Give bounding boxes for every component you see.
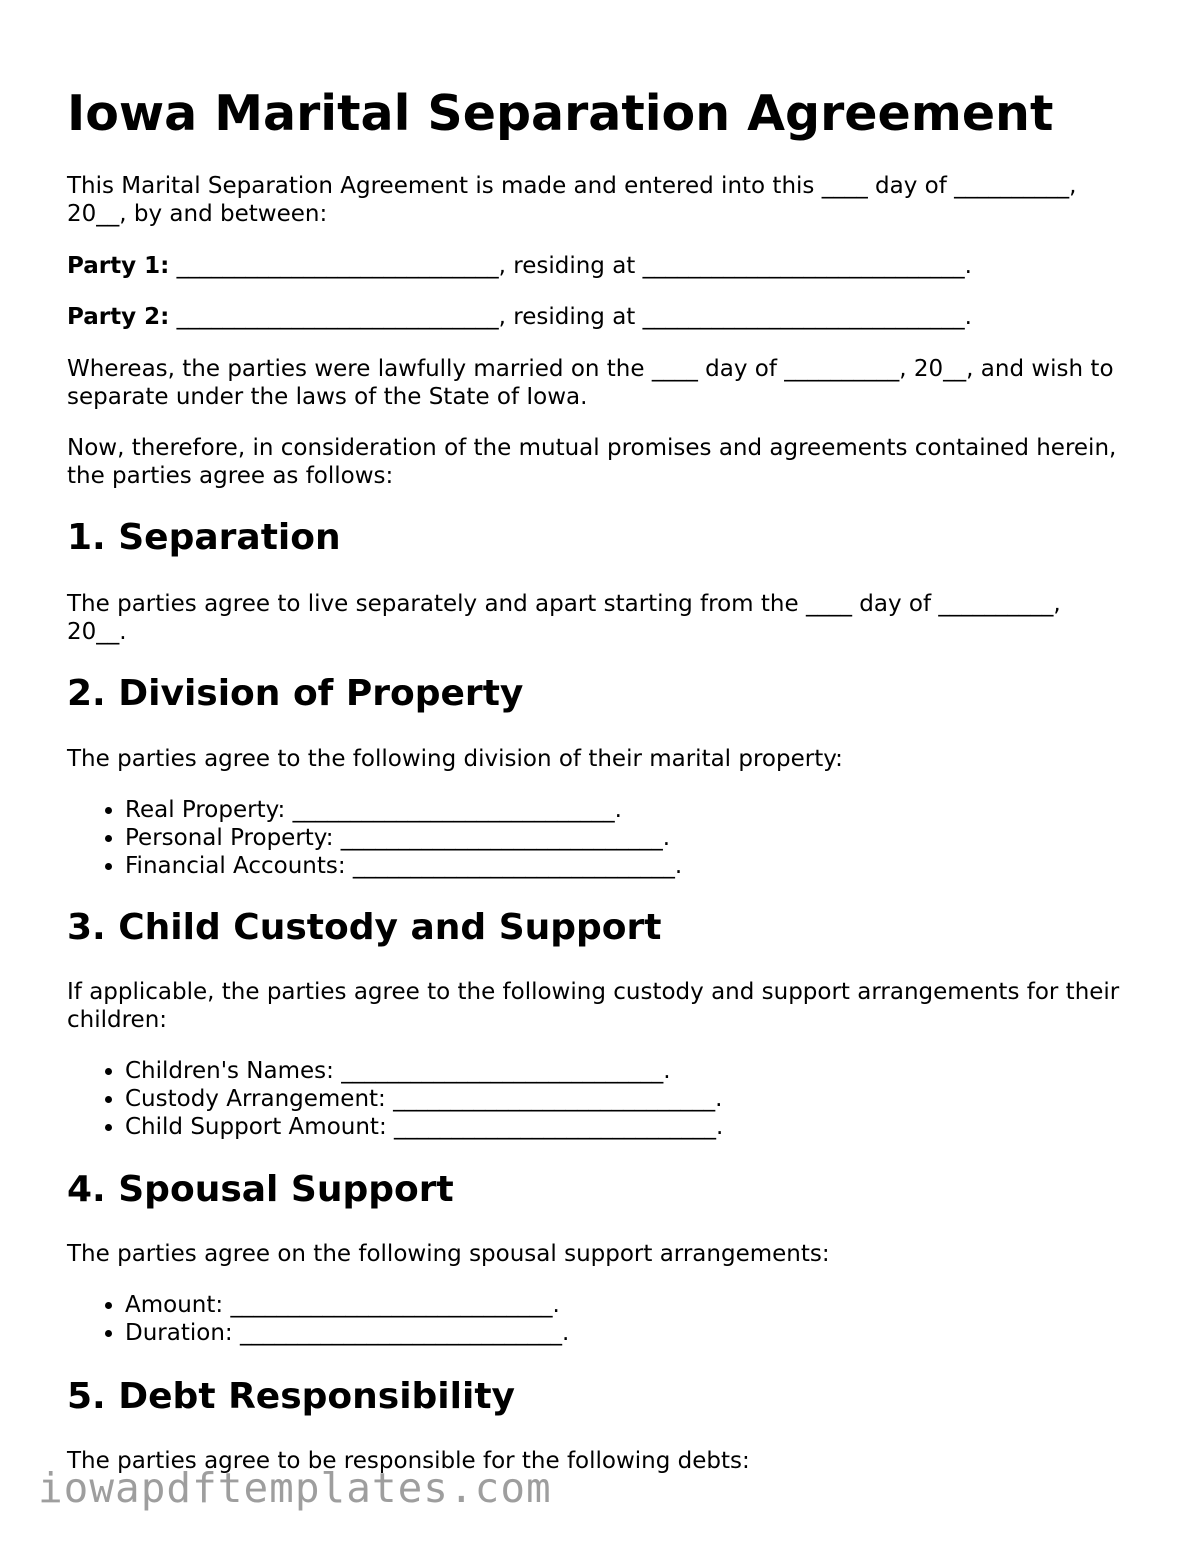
section-heading-debt-responsibility: 5. Debt Responsibility [67,1376,515,1417]
property-list [67,796,682,880]
section-body-debt-responsibility: The parties agree to be responsible for the following debts: [67,1448,750,1474]
list-item: • Custody Arrangement: ____________________________. [125,1085,723,1113]
section-heading-division-of-property: 2. Division of Property [67,673,524,714]
site-watermark: iowapdftemplates.com [38,1464,552,1512]
list-item: • Duration: ____________________________. [125,1319,569,1347]
whereas-paragraph: Whereas, the parties were lawfully married on the ____ day of __________, 20__, and wish to separate under the laws of the State of Iowa. [67,356,1114,410]
list-item: • Personal Property: ____________________________. [125,824,682,852]
section-heading-separation: 1. Separation [67,517,341,558]
now-therefore-paragraph: Now, therefore, in consideration of the mutual promises and agreements contained herein, the parties agree as follows: [67,435,1117,489]
section-heading-spousal-support: 4. Spousal Support [67,1169,454,1210]
section-body-division-of-property: The parties agree to the following division of their marital property: [67,746,843,772]
party-1-fields: ____________________________, residing at ____________________________. [169,253,972,279]
custody-list [67,1057,723,1141]
party-2-line [67,303,1127,331]
document-title: Iowa Marital Separation Agreement [67,85,1054,142]
list-item: • Children's Names: ____________________________. [125,1057,723,1085]
party-1-line [67,252,1127,280]
intro-paragraph: This Marital Separation Agreement is made and entered into this ____ day of __________, 20__, by and between: [67,173,1077,227]
section-body-child-custody: If applicable, the parties agree to the following custody and support arrangements for their children: [67,979,1120,1033]
section-body-spousal-support: The parties agree on the following spousal support arrangements: [67,1241,830,1267]
list-item: • Real Property: ____________________________. [125,796,682,824]
party-2-fields: ____________________________, residing at ____________________________. [169,304,972,330]
party-1-label: Party 1: [67,253,170,279]
list-item: • Amount: ____________________________. [125,1291,569,1319]
section-heading-child-custody: 3. Child Custody and Support [67,907,662,948]
section-body-separation: The parties agree to live separately and apart starting from the ____ day of __________, 20__. [67,591,1061,645]
party-2-label: Party 2: [67,304,170,330]
spousal-support-list [67,1291,569,1347]
list-item: • Child Support Amount: ____________________________. [125,1113,723,1141]
list-item: • Financial Accounts: ____________________________. [125,852,682,880]
